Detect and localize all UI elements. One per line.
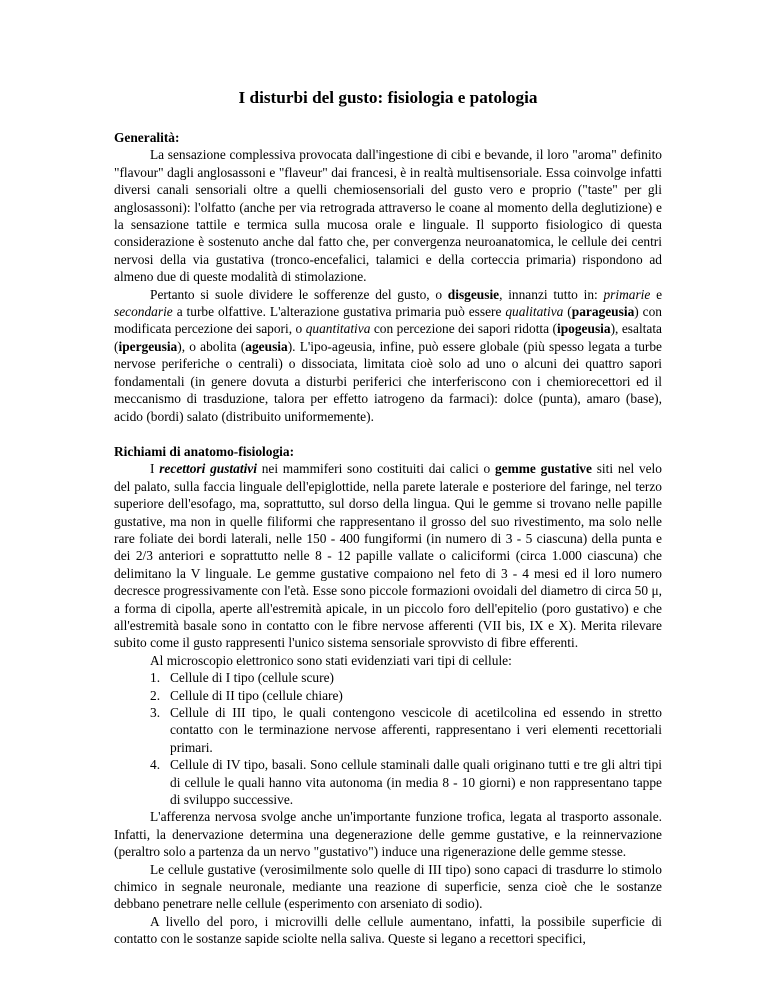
term-recettori-gustativi [159, 461, 257, 476]
term-disgeusie: disgeusie [447, 286, 500, 302]
term-ipogeusia: ipogeusia [557, 321, 611, 337]
term-ageusia: ageusia [245, 338, 288, 354]
term-quantitativa: quantitativa [305, 321, 371, 337]
document-page [114, 0, 662, 948]
text-run: Pertanto si suole dividere le sofferenze del gusto, o [150, 286, 448, 302]
text-run: siti nel velo del palato, sulla faccia linguale dell'epiglottide, nella parete laterale e posteriore del faringe, nel terzo superiore dell'esofago, ma, soprattutto, sul dorso della lingua. Qui le gemme si trovano nelle papille gustative, ma non in quelle filiformi che rappresentano il grosso del suo rivestimento, ma solo nelle rare foliate dei bordi laterali, nelle 150 - 400 fungiformi (in numero di 3 - 5 ciascuna) della punta e dei 2/3 anteriori e soprattutto nelle 8 - 12 papille vallate o caliciformi (circa 1.000 ciascuna) che delimitano la V linguale. Le gemme gustative compaiono nel feto di 3 - 4 mesi ed il loro numero decresce progressivamente con l'età. Esse sono piccole formazioni ovoidali del diametro di circa 50 μ, a forma di cipolla, aperte all'estremità apicale, in un piccolo foro dell'epitelio (poro gustativo) e che all'estremità basale sono in contatto con le fibre nervose afferenti (VII bis, IX e X). Merita rilevare subito come il gusto rappresenti l'unico sistema sensoriale sprovvisto di fibre efferenti. [114, 461, 662, 651]
paragraph: L'afferenza nervosa svolge anche un'importante funzione trofica, legata al trasporto assonale. Infatti, la denervazione determina una degenerazione delle gemme gustative, e la reinnervazione (peraltro solo a partenza da un nervo "gustativo") induce una rigenerazione delle gemme stesse. [114, 809, 662, 860]
term-gemme-gustative: gemme gustative [494, 461, 592, 477]
text-run: ( [563, 304, 572, 320]
paragraph [114, 460, 662, 651]
text-run: ), esaltata ( [114, 321, 662, 354]
term-ipergeusia: ipergeusia [118, 338, 178, 354]
list-number: 2. [150, 687, 161, 703]
term-qualitativa: qualitativa [505, 304, 564, 320]
text-run: I [150, 461, 160, 477]
list-item [114, 687, 662, 704]
list-item-text: Cellule di II tipo (cellule chiare) [170, 687, 343, 703]
list-item [114, 756, 662, 808]
list-item-text: Cellule di IV tipo, basali. Sono cellule staminali dalle quali originano tutti e tre gli altri tipi di cellule le quali hanno vita autonoma (in media 8 - 10 giorni) e non rappresentano tappe di sviluppo successive. [170, 757, 662, 808]
paragraph: La sensazione complessiva provocata dall'ingestione di cibi e bevande, il loro "aroma" definito "flavour" dagli anglosassoni e "flaveur" dai francesi, è in realtà multisensoriale. Essa coinvolge infatti diversi canali sensoriali oltre a quelli chemiosensoriali del gusto vero e proprio ("taste" per gli anglosassoni): l'olfatto (anche per via retrograda attraverso le coane al momento della deglutizione) e la sensazione tattile e termica sulla mucosa orale e linguale. Il supporto fisiologico di questa considerazione è sostenuto anche dal fatto che, per convergenza neuroanatomica, le cellule dei centri nervosi della via gustativa (tronco-encefalici, talamici e della corteccia primaria) rispondono ad almeno due di queste modalità di stimolazione. [114, 147, 662, 285]
list-item [114, 669, 662, 686]
document-title: I disturbi del gusto: fisiologia e patologia [238, 88, 538, 107]
paragraph: Al microscopio elettronico sono stati evidenziati vari tipi di cellule: [150, 652, 512, 668]
text-run: nei mammiferi sono costituiti dai calici o [256, 461, 495, 477]
text-run: e [650, 286, 663, 302]
section-heading-generalita: Generalità: [114, 130, 180, 145]
paragraph: Le cellule gustative (verosimilmente solo quelle di III tipo) sono capaci di trasdurre lo stimolo chimico in segnale neuronale, mediante una reazione di superficie, senza cioè che le sostanze debbano penetrare nelle cellule (esperimento con arseniato di sodio). [114, 861, 662, 912]
list-item-text: Cellule di I tipo (cellule scure) [170, 670, 334, 686]
text-run: ) con modificata percezione dei sapori, o [114, 304, 662, 337]
section-heading-anatomo-fisiologia: Richiami di anatomo-fisiologia: [114, 443, 295, 459]
list-number: 1. [150, 670, 161, 686]
term-primarie: primarie [603, 286, 651, 302]
text-run: ), o abolita ( [177, 338, 246, 354]
term-secondarie: secondarie [114, 304, 173, 320]
text-run: a turbe olfattive. L'alterazione gustativa primaria può essere [172, 304, 506, 320]
text-run: , innanzi tutto in: [499, 286, 604, 302]
list-item [114, 704, 662, 756]
paragraph [114, 286, 662, 425]
list-number: 3. [150, 705, 161, 720]
text-run: con percezione dei sapori ridotta ( [370, 321, 557, 337]
cell-type-list [114, 669, 662, 808]
list-number: 4. [150, 757, 161, 773]
list-item-text: Cellule di III tipo, le quali contengono vescicole di acetilcolina ed essendo in stretto contatto con le terminazione nervose afferenti, rappresentano i veri elementi recettoriali primari. [170, 705, 662, 755]
term-recettori-gustativi-text: recettori gustativi [159, 461, 257, 477]
paragraph: A livello del poro, i microvilli delle cellule aumentano, infatti, la possibile superficie di contatto con le sostanze sapide sciolte nella saliva. Queste si legano a recettori specifici, [114, 913, 662, 947]
term-parageusia: parageusia [571, 304, 635, 320]
text-run: ). L'ipo-ageusia, infine, può essere globale (più spesso legata a turbe nervose periferiche o centrali) o dissociata, limitata cioè solo ad uno o alcuni dei quattro sapori fondamentali (in genere dovuta a disturbi periferici che interferiscono con i chemiorecettori ed il meccanismo di trasduzione, talora per effetto iatrogeno da farmaci): dolce (punta), amaro (base), acido (bordi) salato (distribuito uniformemente). [114, 338, 662, 424]
